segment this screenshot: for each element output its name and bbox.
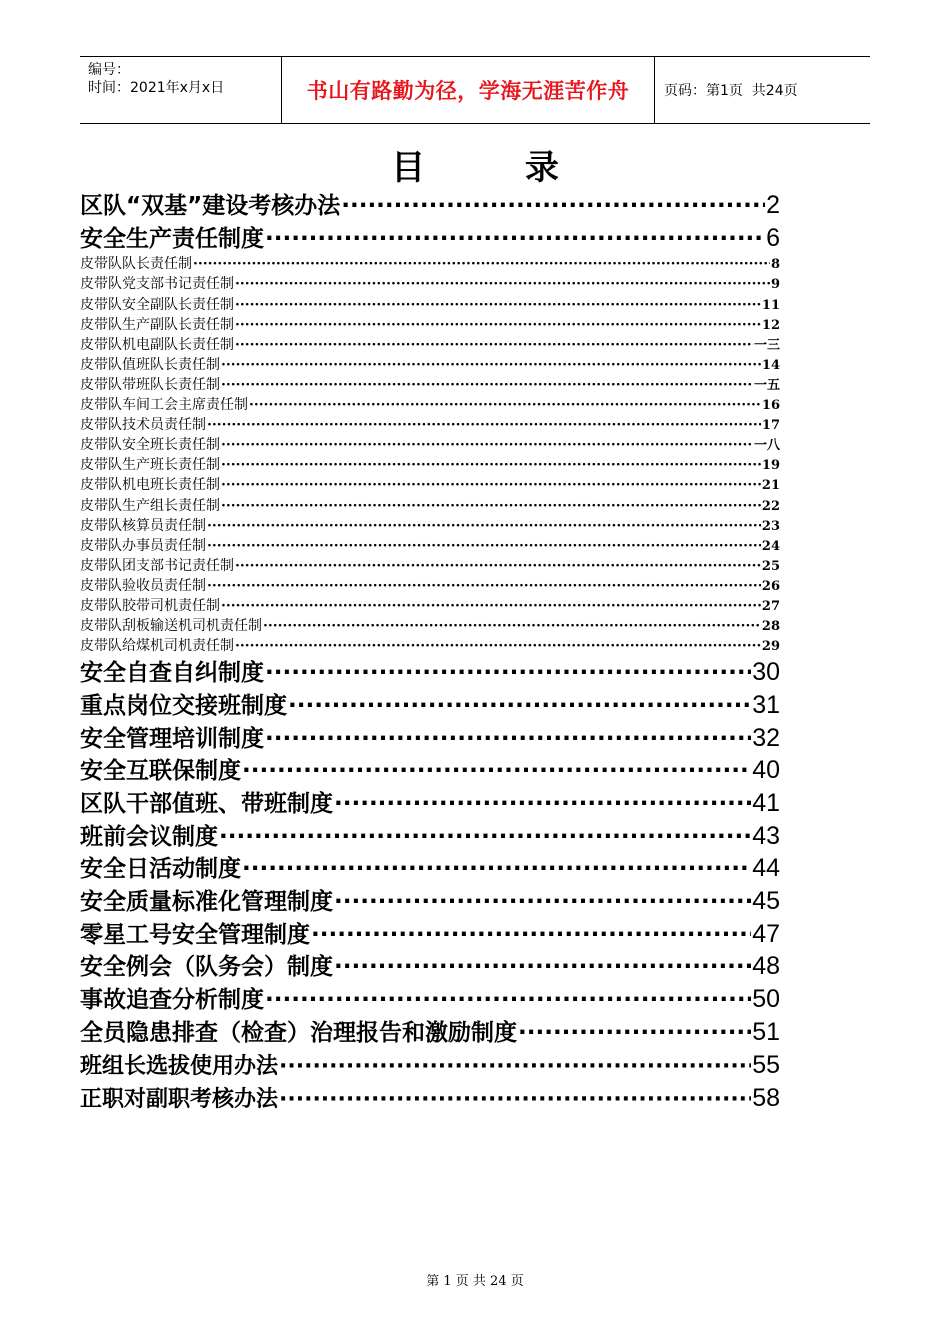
toc-entry-page: 9 xyxy=(770,277,780,293)
toc-dot-leader xyxy=(265,984,751,1016)
toc-entry-page: 一五 xyxy=(753,377,780,393)
toc-entry-sub[interactable] xyxy=(80,596,780,616)
toc-entry-main[interactable] xyxy=(80,722,780,755)
toc-entry-main[interactable] xyxy=(80,656,780,689)
footer-page-number: 第 1 页 共 24 页 xyxy=(426,1274,524,1289)
toc-entry-title: 正职对副职考核办法 xyxy=(80,1086,279,1112)
toc-entry-title: 皮带队给煤机司机责任制 xyxy=(80,638,234,655)
toc-entry-page: 14 xyxy=(761,357,780,373)
toc-dot-leader xyxy=(242,853,751,885)
toc-entry-page: 17 xyxy=(761,418,780,434)
toc-entry-page: 19 xyxy=(761,458,780,474)
toc-entry-page: 47 xyxy=(752,919,780,948)
toc-dot-leader xyxy=(265,657,751,689)
toc-entry-title: 事故追查分析制度 xyxy=(80,987,264,1014)
toc-entry-page: 51 xyxy=(752,1017,780,1046)
toc-entry-page: 25 xyxy=(761,558,780,574)
document-date: 时间：2021年x月x日 xyxy=(88,80,225,96)
toc-entry-sub[interactable] xyxy=(80,616,780,636)
toc-entry-page: 41 xyxy=(752,789,780,817)
toc-entry-title: 零星工号安全管理制度 xyxy=(80,921,310,948)
header-motto: 书山有路勤为径，学海无涯苦作舟 xyxy=(281,57,655,123)
toc-entry-sub[interactable] xyxy=(80,254,780,274)
toc-entry-page: 40 xyxy=(752,756,780,785)
toc-dot-leader xyxy=(207,536,761,556)
toc-entry-title: 皮带队机电副队长责任制 xyxy=(80,336,234,353)
toc-entry-page: 11 xyxy=(761,297,780,313)
toc-entry-title: 安全互联保制度 xyxy=(80,758,241,785)
toc-entry-title: 皮带队核算员责任制 xyxy=(80,517,206,534)
toc-entry-sub[interactable] xyxy=(80,496,780,516)
toc-entry-title: 班组长选拔使用办法 xyxy=(80,1053,279,1079)
toc-entry-page: 55 xyxy=(752,1050,780,1079)
toc-entry-title: 安全管理培训制度 xyxy=(80,725,264,752)
document-header xyxy=(80,56,870,124)
header-page-info-text: 页码：第1页 共24页 xyxy=(664,83,798,99)
toc-entry-sub[interactable] xyxy=(80,274,780,294)
toc-entry-page: 2 xyxy=(766,191,780,219)
header-page-info xyxy=(655,57,870,123)
toc-entry-title: 安全自查自纠制度 xyxy=(80,660,264,687)
toc-entry-page: 29 xyxy=(761,639,780,655)
toc-entry-main[interactable] xyxy=(80,950,780,983)
toc-title xyxy=(0,148,950,188)
toc-entry-top[interactable] xyxy=(80,189,780,222)
toc-entry-sub[interactable] xyxy=(80,415,780,435)
toc-entry-sub[interactable] xyxy=(80,576,780,596)
toc-entry-title: 皮带队刮板输送机司机责任制 xyxy=(80,618,262,635)
toc-dot-leader xyxy=(207,415,761,435)
toc-dot-leader xyxy=(221,375,753,395)
toc-entry-title: 皮带队带班队长责任制 xyxy=(80,376,220,393)
toc-entry-page: 32 xyxy=(752,723,780,752)
toc-entry-sub[interactable] xyxy=(80,395,780,415)
toc-entry-sub[interactable] xyxy=(80,475,780,495)
toc-entry-sub[interactable] xyxy=(80,536,780,556)
toc-entry-sub[interactable] xyxy=(80,516,780,536)
toc-entry-sub[interactable] xyxy=(80,295,780,315)
toc-entry-title: 皮带队机电班长责任制 xyxy=(80,477,220,494)
toc-entry-sub[interactable] xyxy=(80,335,780,355)
toc-entry-sub[interactable] xyxy=(80,455,780,475)
toc-dot-leader xyxy=(235,636,761,656)
toc-entry-sub[interactable] xyxy=(80,636,780,656)
toc-entry-main[interactable] xyxy=(80,754,780,787)
toc-entry-page: 31 xyxy=(752,690,780,719)
toc-entry-top[interactable] xyxy=(80,222,780,255)
toc-entry-main[interactable] xyxy=(80,1049,780,1082)
toc-entry-page: 12 xyxy=(761,317,780,333)
toc-entry-page: 43 xyxy=(752,821,780,850)
toc-entry-page: 50 xyxy=(752,985,780,1014)
toc-dot-leader xyxy=(334,886,751,918)
toc-dot-leader xyxy=(288,690,751,722)
toc-entry-title: 皮带队安全副队长责任制 xyxy=(80,296,234,313)
toc-entry-main[interactable] xyxy=(80,820,780,853)
toc-entry-page: 45 xyxy=(752,887,780,916)
toc-dot-leader xyxy=(207,576,761,596)
toc-dot-leader xyxy=(193,254,770,274)
toc-dot-leader xyxy=(311,919,751,951)
toc-entry-page: 48 xyxy=(752,952,780,981)
toc-entry-title: 皮带队生产副队长责任制 xyxy=(80,316,234,333)
toc-entry-sub[interactable] xyxy=(80,355,780,375)
toc-entry-main[interactable] xyxy=(80,689,780,722)
toc-entry-title: 皮带队队长责任制 xyxy=(80,256,192,273)
toc-title-text: 目 录 xyxy=(391,148,603,188)
toc-entry-title: 安全质量标准化管理制度 xyxy=(80,889,333,916)
toc-entry-sub[interactable] xyxy=(80,315,780,335)
toc-dot-leader xyxy=(279,1083,751,1115)
toc-entry-title: 班前会议制度 xyxy=(80,823,218,850)
toc-entry-page: 21 xyxy=(761,478,780,494)
toc-dot-leader xyxy=(235,295,761,315)
toc-entry-title: 安全例会（队务会）制度 xyxy=(80,954,333,981)
toc-entry-title: 皮带队验收员责任制 xyxy=(80,577,206,594)
toc-dot-leader xyxy=(279,1050,751,1082)
toc-dot-leader xyxy=(221,475,761,495)
toc-entry-sub[interactable] xyxy=(80,375,780,395)
toc-entry-title: 皮带队胶带司机责任制 xyxy=(80,597,220,614)
table-of-contents xyxy=(80,189,780,1115)
document-number-label: 编号： xyxy=(88,62,130,78)
toc-entry-page: 27 xyxy=(761,598,780,614)
toc-entry-page: 23 xyxy=(761,518,780,534)
toc-entry-page: 一三 xyxy=(753,337,780,353)
toc-entry-sub[interactable] xyxy=(80,435,780,455)
toc-entry-page: 28 xyxy=(761,619,780,635)
toc-entry-sub[interactable] xyxy=(80,556,780,576)
toc-entry-page: 一八 xyxy=(753,438,780,454)
toc-entry-title: 皮带队生产班长责任制 xyxy=(80,457,220,474)
toc-entry-main[interactable] xyxy=(80,1016,780,1049)
toc-dot-leader xyxy=(265,723,751,755)
toc-entry-title: 区队“双基”建设考核办法 xyxy=(80,193,341,219)
toc-dot-leader xyxy=(221,496,761,516)
toc-dot-leader xyxy=(518,1017,751,1049)
toc-dot-leader xyxy=(235,335,753,355)
toc-entry-title: 安全日活动制度 xyxy=(80,856,241,883)
toc-entry-main[interactable] xyxy=(80,885,780,918)
header-meta xyxy=(80,57,281,123)
toc-dot-leader xyxy=(207,516,761,536)
toc-dot-leader xyxy=(219,821,751,853)
toc-entry-main[interactable] xyxy=(80,1082,780,1115)
toc-dot-leader xyxy=(221,596,761,616)
toc-entry-title: 重点岗位交接班制度 xyxy=(80,692,287,719)
toc-entry-title: 皮带队车间工会主席责任制 xyxy=(80,397,248,414)
toc-dot-leader xyxy=(235,315,761,335)
toc-entry-page: 6 xyxy=(766,223,780,252)
toc-entry-page: 22 xyxy=(761,498,780,514)
toc-dot-leader xyxy=(235,274,770,294)
toc-entry-page: 16 xyxy=(761,398,780,414)
toc-entry-page: 44 xyxy=(752,854,780,883)
toc-dot-leader xyxy=(334,788,751,820)
toc-entry-title: 皮带队党支部书记责任制 xyxy=(80,276,234,293)
toc-entry-title: 皮带队值班队长责任制 xyxy=(80,356,220,373)
page-footer xyxy=(0,1270,950,1289)
toc-dot-leader xyxy=(221,355,761,375)
toc-entry-title: 皮带队办事员责任制 xyxy=(80,537,206,554)
toc-entry-title: 皮带队技术员责任制 xyxy=(80,417,206,434)
toc-dot-leader xyxy=(242,755,751,787)
toc-dot-leader xyxy=(263,616,761,636)
toc-entry-title: 皮带队生产组长责任制 xyxy=(80,497,220,514)
toc-dot-leader xyxy=(341,190,765,222)
toc-entry-title: 皮带队安全班长责任制 xyxy=(80,437,220,454)
toc-entry-main[interactable] xyxy=(80,852,780,885)
toc-entry-page: 58 xyxy=(752,1083,780,1112)
toc-entry-page: 8 xyxy=(770,257,780,273)
toc-entry-page: 30 xyxy=(752,658,780,687)
toc-dot-leader xyxy=(249,395,761,415)
toc-dot-leader xyxy=(265,223,765,255)
toc-entry-main[interactable] xyxy=(80,787,780,820)
toc-dot-leader xyxy=(221,435,753,455)
toc-entry-title: 全员隐患排查（检查）治理报告和激励制度 xyxy=(80,1019,517,1046)
toc-dot-leader xyxy=(221,455,761,475)
toc-entry-page: 24 xyxy=(761,538,780,554)
toc-entry-page: 26 xyxy=(761,578,780,594)
toc-entry-title: 皮带队团支部书记责任制 xyxy=(80,557,234,574)
toc-entry-main[interactable] xyxy=(80,983,780,1016)
toc-entry-title: 区队干部值班、带班制度 xyxy=(80,791,333,817)
toc-entry-title: 安全生产责任制度 xyxy=(80,225,264,252)
toc-entry-main[interactable] xyxy=(80,918,780,951)
toc-dot-leader xyxy=(334,951,751,983)
toc-dot-leader xyxy=(235,556,761,576)
